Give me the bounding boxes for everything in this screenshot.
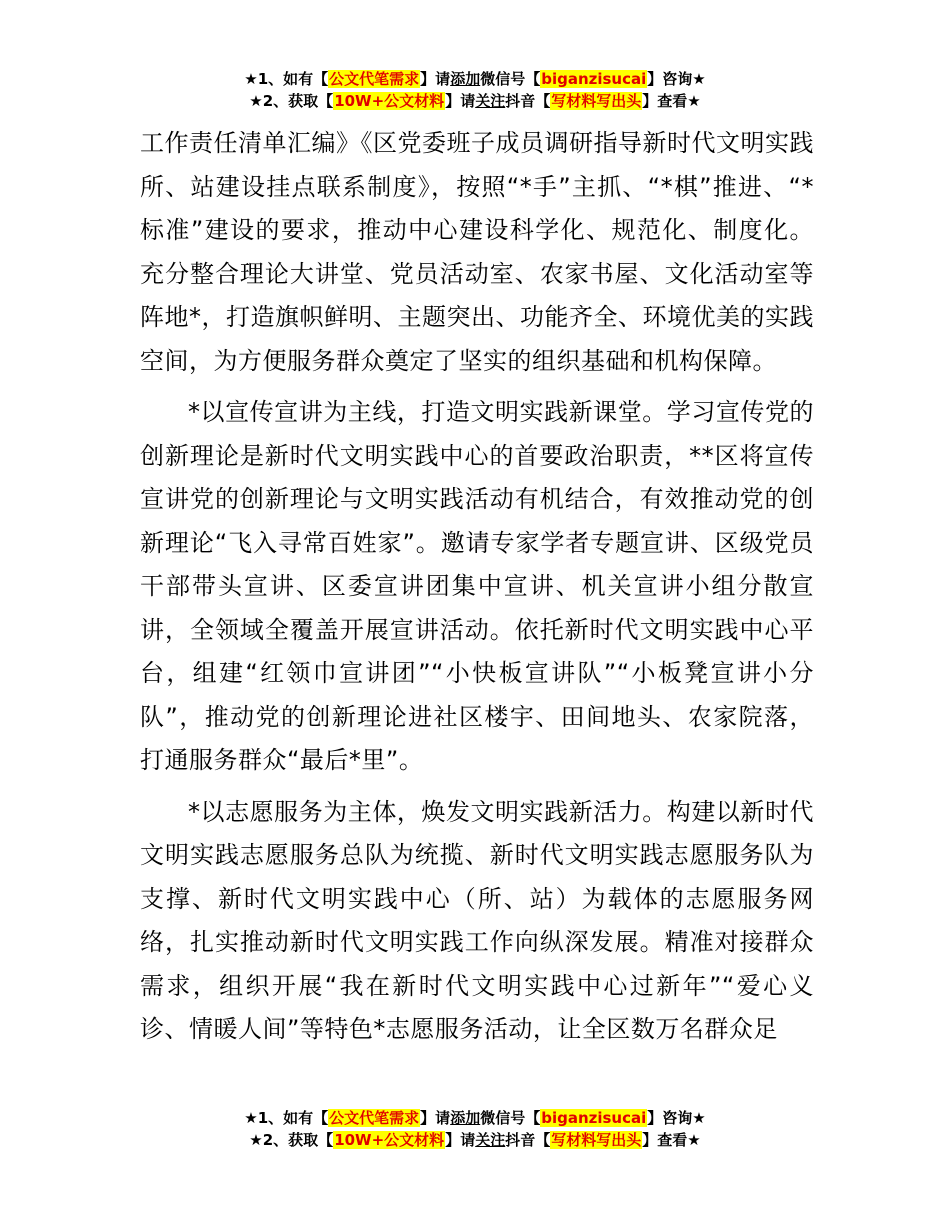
banner-emphasis: 关注 xyxy=(475,1131,506,1149)
banner-text: ★2、获取【 xyxy=(249,92,334,110)
banner-text: 】请 xyxy=(445,1131,476,1149)
banner-emphasis: 添加 xyxy=(450,70,481,88)
highlight-materials: 10W+公文材料 xyxy=(334,92,445,110)
banner-text: 】请 xyxy=(420,1109,451,1127)
banner-text: 】查看★ xyxy=(642,92,701,110)
banner-text: 】查看★ xyxy=(642,1131,701,1149)
banner-line-2 xyxy=(0,1129,950,1151)
banner-text: 】咨询★ xyxy=(647,70,706,88)
banner-line-1 xyxy=(0,68,950,90)
banner-text: ★2、获取【 xyxy=(249,1131,334,1149)
banner-text: 微信号【 xyxy=(480,70,541,88)
banner-text: ★1、如有【 xyxy=(244,1109,329,1127)
highlight-wechat-id: biganzisucai xyxy=(541,70,647,88)
footer-banner xyxy=(0,1107,950,1151)
header-banner xyxy=(0,68,950,112)
banner-text: 微信号【 xyxy=(480,1109,541,1127)
highlight-materials: 10W+公文材料 xyxy=(334,1131,445,1149)
banner-emphasis: 关注 xyxy=(475,92,506,110)
banner-text: 抖音【 xyxy=(505,92,551,110)
highlight-douyin-account: 写材料写出头 xyxy=(551,1131,642,1149)
banner-text: 】咨询★ xyxy=(647,1109,706,1127)
banner-emphasis: 添加 xyxy=(450,1109,481,1127)
paragraph-volunteer: *以志愿服务为主体，焕发文明实践新活力。构建以新时代文明实践志愿服务总队为统揽、新时代文明实践志愿服务队为支撑、新时代文明实践中心（所、站）为载体的志愿服务网络，扎实推动新时代文明实践工作向纵深发展。精准对接群众需求，组织开展“我在新时代文明实践中心过新年”“爱心义诊、情暖人间”等特色*志愿服务活动，让全区数万名群众足 xyxy=(140,797,814,1043)
highlight-ghostwriting: 公文代笔需求 xyxy=(329,1109,420,1127)
banner-text: 】请 xyxy=(445,92,476,110)
banner-line-1 xyxy=(0,1107,950,1129)
banner-line-2 xyxy=(0,90,950,112)
highlight-ghostwriting: 公文代笔需求 xyxy=(329,70,420,88)
banner-text: 】请 xyxy=(420,70,451,88)
paragraph-continuation: 工作责任清单汇编》《区党委班子成员调研指导新时代文明实践所、站建设挂点联系制度》，按照“*手”主抓、“*棋”推进、“*标准”建设的要求，推动中心建设科学化、规范化、制度化。充分整合理论大讲堂、党员活动室、农家书屋、文化活动室等阵地*，打造旗帜鲜明、主题突出、功能齐全、环境优美的实践空间，为方便服务群众奠定了坚实的组织基础和机构保障。 xyxy=(140,129,814,375)
highlight-wechat-id: biganzisucai xyxy=(541,1109,647,1127)
highlight-douyin-account: 写材料写出头 xyxy=(551,92,642,110)
document-body xyxy=(140,122,814,1052)
banner-text: ★1、如有【 xyxy=(244,70,329,88)
banner-text: 抖音【 xyxy=(505,1131,551,1149)
paragraph-propaganda: *以宣传宣讲为主线，打造文明实践新课堂。学习宣传党的创新理论是新时代文明实践中心的首要政治职责，**区将宣传宣讲党的创新理论与文明实践活动有机结合，有效推动党的创新理论“飞入寻常百姓家”。邀请专家学者专题宣讲、区级党员干部带头宣讲、区委宣讲团集中宣讲、机关宣讲小组分散宣讲，全领域全覆盖开展宣讲活动。依托新时代文明实践中心平台，组建“红领巾宣讲团”“小快板宣讲队”“小板凳宣讲小分队”，推动党的创新理论进社区楼宇、田间地头、农家院落，打通服务群众“最后*里”。 xyxy=(140,398,814,774)
